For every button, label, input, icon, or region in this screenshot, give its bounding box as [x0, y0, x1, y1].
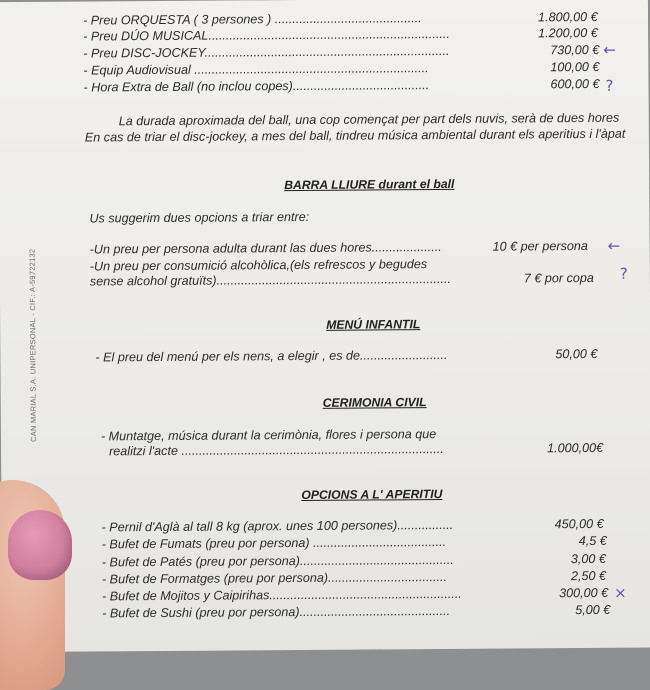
item-price: 4,5 €	[578, 533, 607, 549]
item-price: 3,00 €	[570, 551, 606, 567]
dance-duration-note: La durada aproximada del ball, una cop començat per part dels nuvis, serà de dues hores	[118, 110, 620, 129]
item-price: 1.200,00 €	[538, 25, 598, 41]
item-price: 5,00 €	[575, 602, 611, 618]
item-label: - Hora Extra de Ball (no inclou copes).......................................	[83, 78, 430, 95]
list-item	[82, 9, 613, 28]
item-price: 2,50 €	[570, 568, 606, 584]
handwritten-question-mark: ?	[619, 264, 628, 283]
section-heading-aperitiu: OPCIONS A L' APERITIU	[301, 487, 443, 502]
item-label: realitzi l'acte ...........................................................................	[109, 441, 444, 459]
item-price: 50,00 €	[555, 346, 598, 362]
item-price: 1.800,00 €	[537, 9, 598, 25]
section-heading-menu-infantil: MENÚ INFANTIL	[326, 317, 421, 332]
item-price: 7 € por copa	[523, 270, 594, 286]
bar-option-2-line1: -Un preu per consumició alcohòlica,(els refrescos y begudes	[89, 257, 428, 274]
painted-fingernail	[8, 510, 72, 580]
list-item	[101, 516, 617, 535]
item-label: - Preu ORQUESTA ( 3 persones ) ..........................................	[82, 11, 422, 28]
item-label: - Bufet de Sushi (preu por persona)...........................................	[102, 603, 451, 621]
handwritten-cross-icon: ×	[613, 583, 627, 602]
item-label: - Bufet de Mojitos y Caipirihas.......................................................	[102, 586, 462, 604]
handwritten-arrow-icon: ←	[603, 40, 616, 59]
item-label: - Bufet de Formatges (preu por persona)..................................	[101, 569, 448, 587]
item-price: 450,00 €	[554, 516, 604, 532]
company-sidebar-text: CAN MARIAL S.A. UNIPERSONAL - CIF.: A-59722132	[27, 248, 38, 442]
section-heading-cerimonia-civil: CERIMONIA CIVIL	[322, 395, 427, 410]
item-label: sense alcohol gratuïts)...................................................................	[89, 271, 452, 289]
item-label: - Pernil d'Aglà al tall 8 kg (aprox. unes 100 persones)................	[101, 517, 454, 535]
handwritten-question-mark: ?	[605, 76, 614, 95]
list-item	[89, 236, 635, 257]
item-label: - Equip Audiovisual ...................................................................	[83, 61, 429, 78]
item-label: -Un preu per persona adulta durant las dues hores....................	[89, 240, 442, 257]
item-label: - Bufet de Patés (preu por persona)............................................	[101, 552, 454, 570]
item-label: - El preu del menú per els nens, a elegir , es de.........................	[95, 347, 448, 365]
item-price: 10 € per persona	[492, 238, 588, 254]
bar-intro: Us suggerim dues opcions a triar entre:	[89, 209, 310, 226]
handwritten-arrow-icon: ←	[607, 236, 621, 255]
item-label: - Preu DÚO MUSICAL.....................................................................	[83, 26, 450, 44]
item-label: - Preu DISC-JOCKEY......................................................................	[83, 43, 450, 61]
dance-dj-note: En cas de triar el disc-jockey, a mes del ball, tindreu música ambiental durant els aperitius i l'àpat	[84, 126, 626, 145]
item-price: 730,00 €	[550, 42, 600, 58]
item-price: 600,00 €	[550, 76, 600, 92]
item-price: 1.000,00€	[546, 440, 604, 456]
list-item	[101, 551, 617, 570]
ceremony-line1: - Muntatge, música durant la cerimònia, flores i persona que	[100, 427, 437, 444]
section-heading-barra-lliure: BARRA LLIURE durant el ball	[284, 176, 455, 193]
item-price: 100,00 €	[550, 59, 600, 75]
item-label: - Bufet de Fumats (preu por persona) ......................................	[101, 534, 447, 552]
item-price: 300,00 €	[559, 585, 609, 601]
list-item	[95, 346, 615, 365]
